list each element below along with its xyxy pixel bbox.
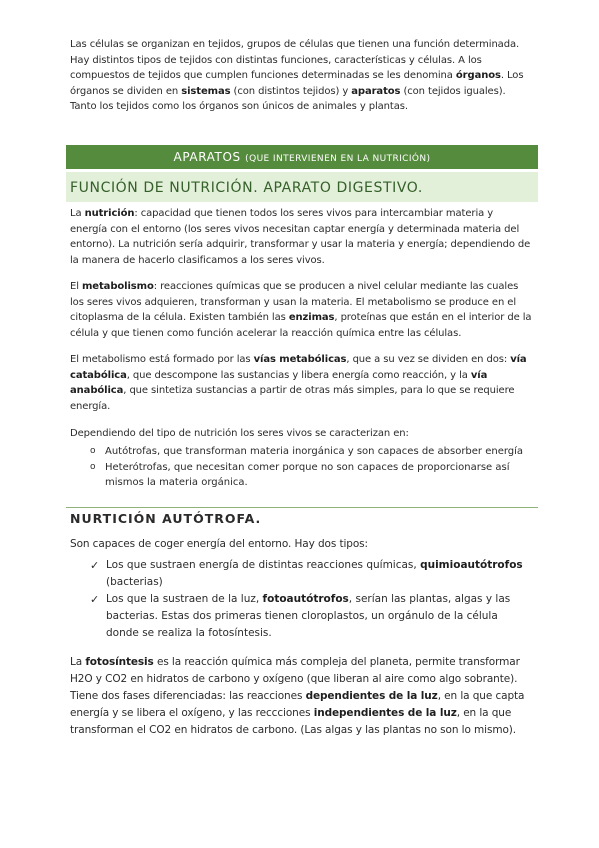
circle-bullet-icon: o <box>90 446 96 456</box>
banner-title: APARATOS <box>173 150 241 164</box>
checkmark-icon: ✓ <box>90 593 100 606</box>
text: El <box>70 281 82 292</box>
heading-divider <box>66 507 538 508</box>
nutrition-type-list <box>70 444 533 491</box>
bold-vias-metabolicas: vías metabólicas <box>253 354 347 365</box>
paragraph-nutricion <box>70 206 533 268</box>
list-item-text: Autótrofas, que transforman materia inorgánica y son capaces de absorber energía <box>105 446 524 457</box>
bold-enzimas: enzimas <box>288 312 335 323</box>
text: Los que la sustraen de la luz, <box>106 593 263 605</box>
text: , serían las plantas, algas y las bacterias. Estas dos primeras tienen cloroplastos, un orgánulo de la célula donde se realiza la fotosíntesis. <box>106 593 511 639</box>
section-banner <box>66 145 538 169</box>
list-item <box>70 557 533 591</box>
heading-nutricion: FUNCIÓN DE NUTRICIÓN. APARATO DIGESTIVO. <box>66 172 538 202</box>
list-item-text: Heterótrofas, que necesitan comer porque no son capaces de proporcionarse así mismos la materia orgánica. <box>105 461 510 488</box>
checkmark-icon: ✓ <box>90 559 100 572</box>
text: , en la que transforman el CO2 en hidratos de carbono. (Las algas y las plantas no son lo mismo). <box>70 707 517 736</box>
autotrophs-check-list <box>70 557 533 642</box>
intro-text-3: (con distintos tejidos) y <box>230 85 352 97</box>
text: , que sintetiza sustancias a partir de otras más simples, para lo que se requiere energía. <box>70 385 515 412</box>
text: , que a su vez se dividen en dos: <box>346 354 511 365</box>
bold-via-anabolica: vía anabólica <box>70 369 488 396</box>
intro-bold-sistemas: sistemas <box>181 85 231 97</box>
intro-paragraph <box>70 37 532 115</box>
intro-text-2: . Los órganos se dividen en <box>70 70 524 97</box>
text: , en la que capta energía y se libera el oxígeno, y las reccciones <box>70 690 525 719</box>
text: La <box>70 208 85 219</box>
text: , proteínas que están en el interior de la célula y que tienen como función acelerar la reacción química entre las células. <box>70 312 532 339</box>
bold-independientes-luz: independientes de la luz <box>313 707 457 719</box>
intro-text-4: (con tejidos iguales). Tanto los tejidos como los órganos son únicos de animales y plantas. <box>70 85 506 112</box>
intro-bold-organos: órganos <box>455 70 501 81</box>
text: : reacciones químicas que se producen a nivel celular mediante las cuales los seres vivos adquieren, transforman y usan la materia. El metabolismo se produce en el citoplasma de la célula. Existen también las <box>70 281 519 323</box>
bold-fotosintesis: fotosíntesis <box>85 656 154 668</box>
list-item <box>70 591 533 642</box>
text: La <box>70 656 86 668</box>
circle-bullet-icon: o <box>90 461 96 472</box>
bold-metabolismo: metabolismo <box>81 281 154 292</box>
bold-fotoautotrofos: fotoautótrofos <box>262 593 349 605</box>
text: (bacterias) <box>106 576 163 588</box>
bold-via-catabolica: vía catabólica <box>70 354 527 381</box>
intro-bold-aparatos: aparatos <box>351 85 401 97</box>
bold-dependientes-luz: dependientes de la luz <box>305 690 438 702</box>
paragraph-fotosintesis <box>70 654 533 739</box>
paragraph-vias <box>70 352 533 414</box>
paragraph-metabolismo <box>70 279 533 341</box>
text: El metabolismo está formado por las <box>70 354 254 365</box>
bold-nutricion: nutrición <box>84 208 135 219</box>
heading-autotrofa: NURTICIÓN AUTÓTROFA. <box>70 511 262 526</box>
paragraph-tipo-nutricion: Dependiendo del tipo de nutrición los seres vivos se caracterizan en: <box>70 428 409 439</box>
list-item <box>70 460 533 491</box>
text: : capacidad que tienen todos los seres vivos para intercambiar materia y energía con el entorno (los seres vivos necesitan captar energía y determinada materia del entorno). La nutrición sería adquirir, transformar y usar la materia y energía; dependiendo de la manera de hacerlo clasificamos a los seres vivos. <box>70 208 531 266</box>
banner-subtitle: (QUE INTERVIENEN EN LA NUTRICIÓN) <box>245 154 431 164</box>
text: Los que sustraen energía de distintas reacciones químicas, <box>106 559 421 571</box>
intro-text-1: Las células se organizan en tejidos, grupos de células que tienen una función determinada. Hay distintos tipos de tejidos con distintas funciones, características y células. A los compuestos de tejidos que cumplen funciones determinadas se les denomina <box>70 39 520 81</box>
text: , que descompone las sustancias y libera energía como reacción, y la <box>126 369 471 381</box>
paragraph-capaces: Son capaces de coger energía del entorno. Hay dos tipos: <box>70 538 368 550</box>
text: es la reacción química más compleja del planeta, permite transformar H2O y CO2 en hidratos de carbono y oxígeno (que liberan al aire como algo sobrante). Tiene dos fases diferenciadas: las reacciones <box>70 656 520 702</box>
list-item <box>70 444 533 460</box>
bold-quimioautotrofos: quimioautótrofos <box>420 559 523 571</box>
